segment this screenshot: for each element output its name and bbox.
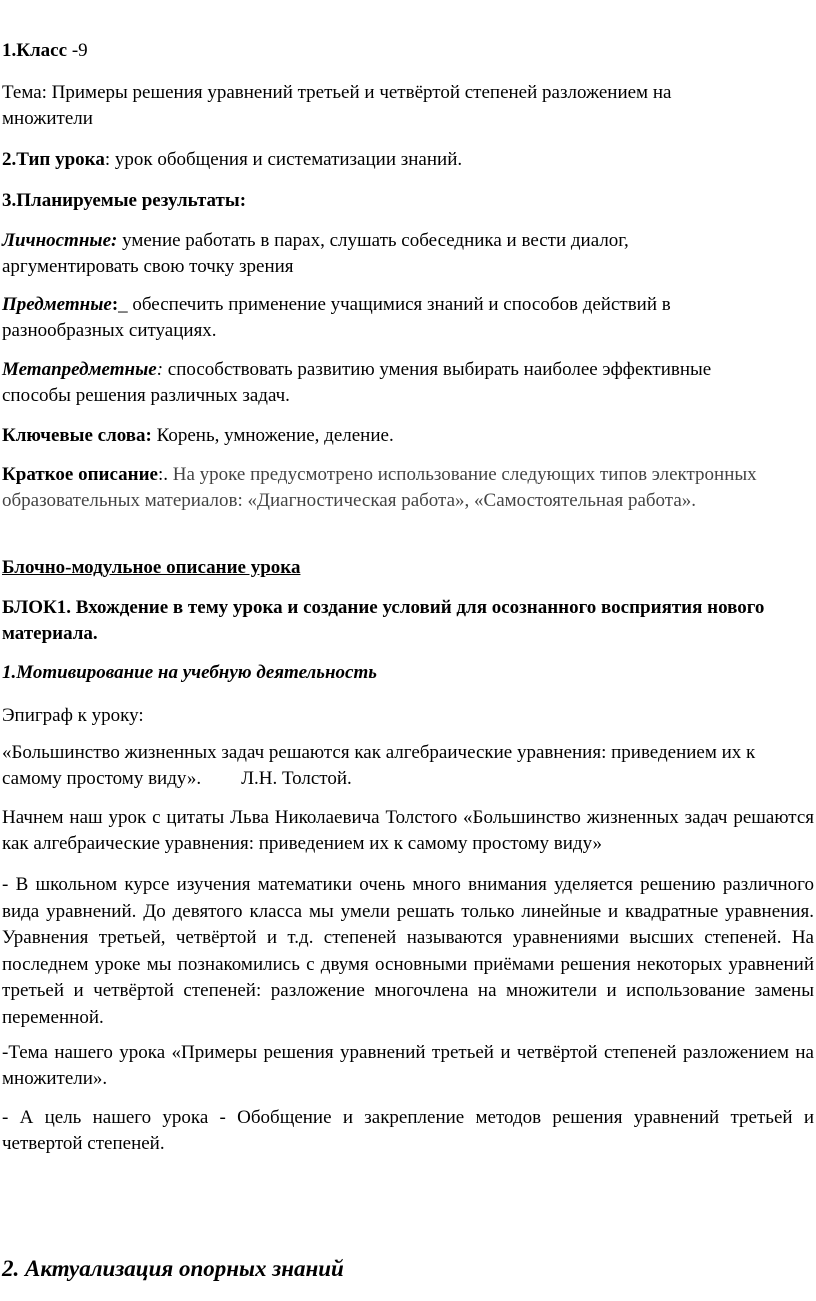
lesson-type-line: [2, 147, 814, 173]
subject-results: [2, 292, 762, 344]
summary-label: Краткое описание: [2, 464, 158, 485]
actualization-heading: 2. Актуализация опорных знаний: [2, 1256, 344, 1281]
keywords-text: Корень, умножение, деление.: [151, 425, 394, 446]
metasubject-results: [2, 357, 762, 409]
paragraph-quote-intro: Начнем наш урок с цитаты Льва Николаевича Толстого «Большинство жизненных задач решаются как алгебраические уравнения: приведением их к самому простому виду»: [2, 807, 814, 854]
personal-results: [2, 228, 762, 280]
epigraph-label: Эпиграф к уроку:: [2, 705, 144, 726]
summary-text: На уроке предусмотрено использование следующих типов электронных образовательных материалов: «Диагностическая работа», «Самостоятельная работа».: [2, 464, 757, 511]
topic-line: [2, 80, 762, 132]
subject-colon: :: [111, 294, 119, 315]
epigraph-text: «Большинство жизненных задач решаются как алгебраические уравнения: приведением их к самому простому виду».: [2, 742, 756, 789]
lesson-type-text: : урок обобщения и систематизации знаний.: [104, 149, 463, 170]
block1-heading: БЛОК1. Вхождение в тему урока и создание условий для осознанного восприятия нового материала.: [2, 597, 765, 644]
subject-text: _ обеспечить применение учащимися знаний и способов действий в разнообразных ситуациях.: [2, 294, 671, 341]
keywords-label: Ключевые слова:: [2, 425, 152, 446]
class-label: 1.Класс: [2, 40, 68, 61]
lesson-type-label: 2.Тип урока: [2, 149, 105, 170]
metasubject-label: Метапредметные: [2, 359, 157, 380]
epigraph-quote: [2, 740, 802, 792]
keywords-line: [2, 423, 814, 449]
summary-colon: :.: [157, 464, 168, 485]
paragraph-course: - В школьном курсе изучения математики очень много внимания уделяется решению различного вида уравнений. До девятого класса мы умели решать только линейные и квадратные уравнения. Уравнения третьей, четвёртой и т.д. степеней называются уравнениями высших степеней. На последнем уроке мы познакомились с двумя основными приёмами решения некоторых уравнений третьей и четвёртой степеней: разложение многочлена на множители и использование замены переменной.: [2, 874, 814, 1028]
summary-paragraph: [2, 462, 810, 514]
class-line: [2, 38, 814, 64]
paragraph-goal: - А цель нашего урока - Обобщение и закрепление методов решения уравнений третьей и четвертой степеней.: [2, 1107, 814, 1154]
personal-label: Личностные:: [2, 230, 118, 251]
planned-results-heading: 3.Планируемые результаты:: [2, 190, 247, 211]
block-module-heading: Блочно-модульное описание урока: [2, 557, 301, 578]
class-value: -9: [67, 40, 88, 61]
topic-text: Примеры решения уравнений третьей и четвёртой степеней разложением на множители: [2, 82, 672, 129]
paragraph-topic: -Тема нашего урока «Примеры решения уравнений третьей и четвёртой степеней разложением на множители».: [2, 1042, 814, 1089]
topic-label: Тема:: [2, 82, 47, 103]
metasubject-text: способствовать развитию умения выбирать наиболее эффективные способы решения различных задач.: [2, 359, 712, 406]
epigraph-author: Л.Н. Толстой.: [241, 768, 352, 789]
personal-text: умение работать в парах, слушать собеседника и вести диалог, аргументировать свою точку зрения: [2, 230, 629, 277]
metasubject-colon: :: [156, 359, 164, 380]
motivation-heading: 1.Мотивирование на учебную деятельность: [2, 662, 377, 683]
subject-label: Предметные: [2, 294, 112, 315]
